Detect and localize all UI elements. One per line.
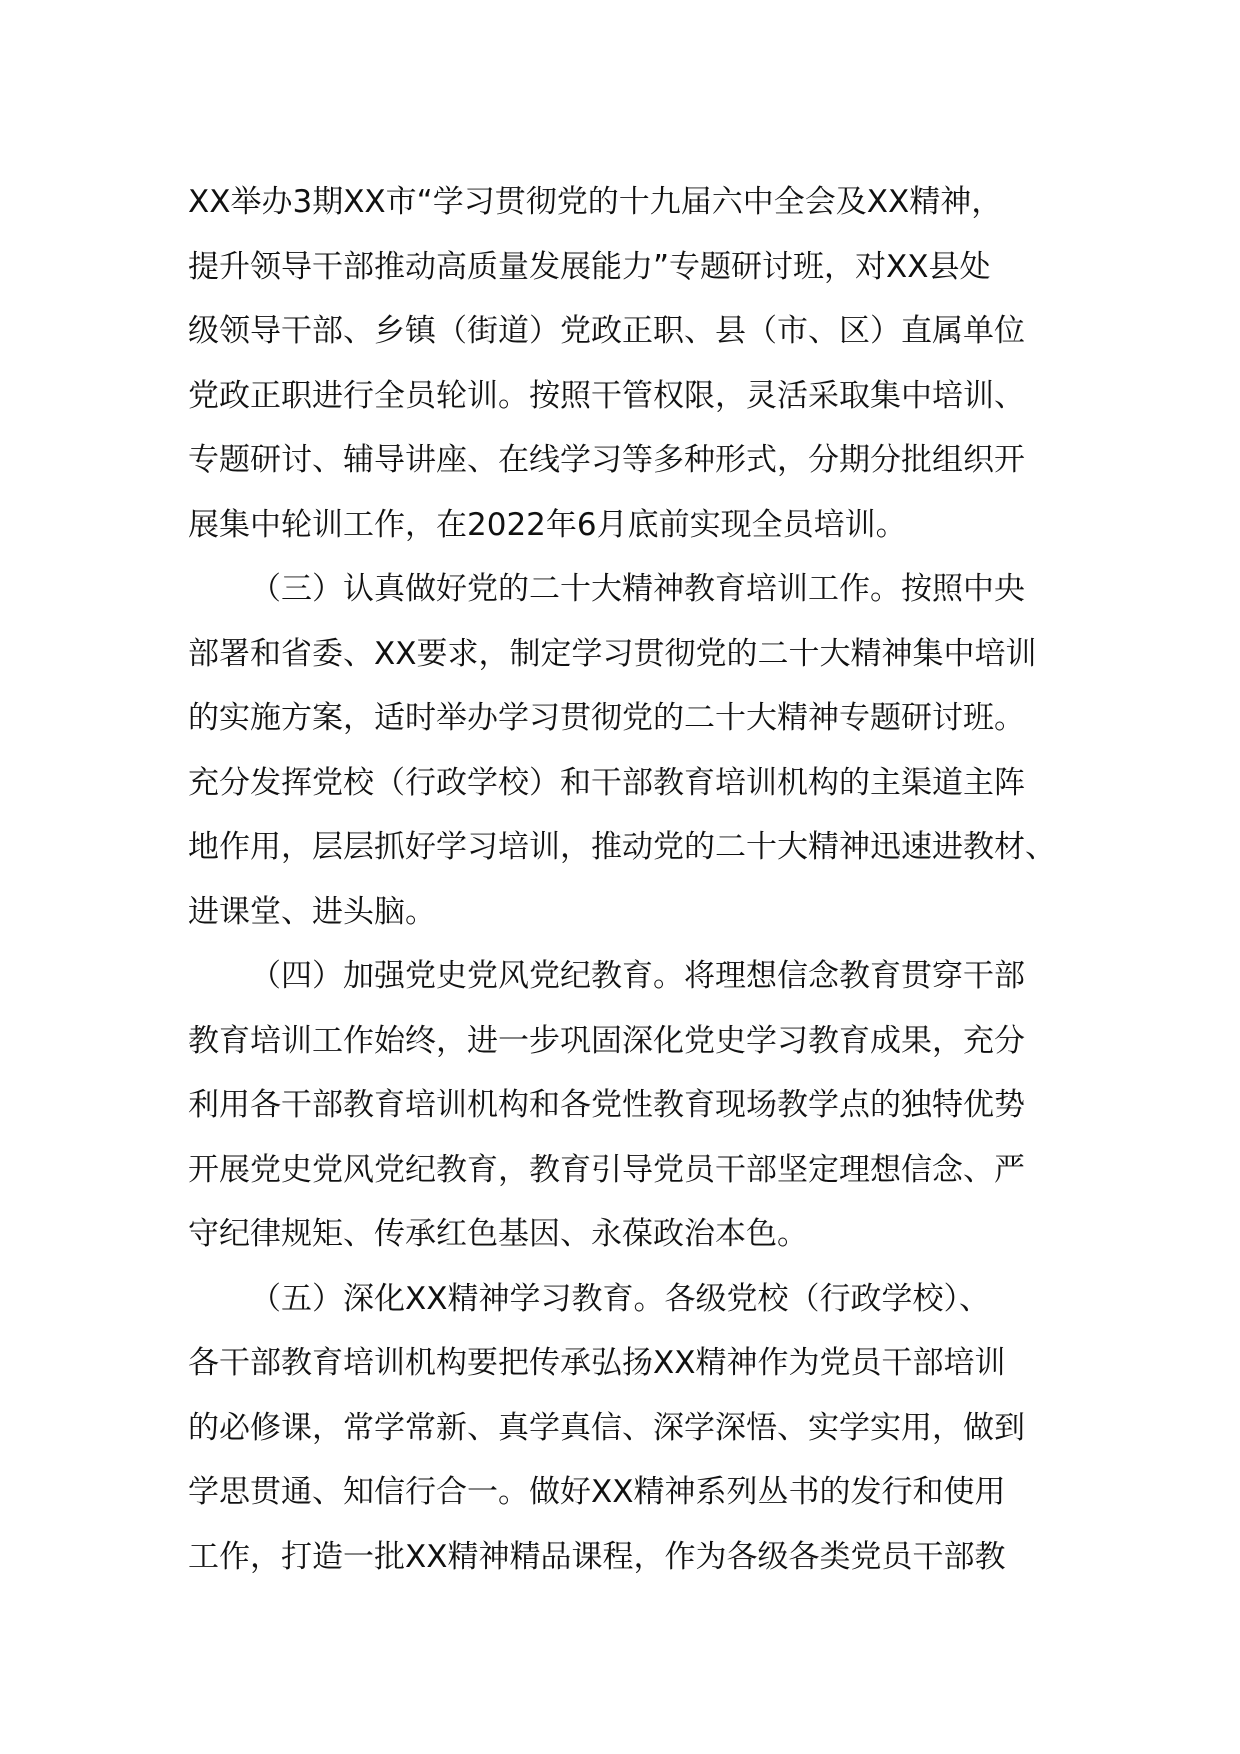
text-line: 各干部教育培训机构要把传承弘扬XX精神作为党员干部培训 (188, 1345, 1006, 1381)
document-body (188, 170, 1068, 1589)
text-line: 展集中轮训工作，在2022年6月底前实现全员培训。 (188, 506, 907, 543)
text-line: 学思贯通、知信行合一。做好XX精神系列丛书的发行和使用 (188, 1474, 1006, 1510)
text-line: 的实施方案，适时举办学习贯彻党的二十大精神专题研讨班。 (188, 700, 1025, 736)
text-line: （四）加强党史党风党纪教育。将理想信念教育贯穿干部 (250, 958, 1025, 994)
text-line: 级领导干部、乡镇（街道）党政正职、县（市、区）直属单位 (188, 313, 1025, 349)
text-line: 工作，打造一批XX精神精品课程，作为各级各类党员干部教 (188, 1538, 1006, 1575)
text-line: 专题研讨、辅导讲座、在线学习等多种形式，分期分批组织开 (188, 442, 1025, 478)
text-line: 教育培训工作始终，进一步巩固深化党史学习教育成果，充分 (188, 1022, 1025, 1059)
text-line: 党政正职进行全员轮训。按照干管权限，灵活采取集中培训、 (188, 377, 1025, 414)
text-line: 提升领导干部推动高质量发展能力”专题研讨班，对XX县处 (188, 248, 991, 285)
text-line: XX举办3期XX市“学习贯彻党的十九届六中全会及XX精神， (188, 184, 1003, 220)
paragraph-section-3 (188, 557, 1068, 944)
text-line: （五）深化XX精神学习教育。各级党校（行政学校）、 (250, 1280, 990, 1317)
text-line: 地作用，层层抓好学习培训，推动党的二十大精神迅速进教材、 (188, 829, 1056, 865)
text-line: 充分发挥党校（行政学校）和干部教育培训机构的主渠道主阵 (188, 764, 1025, 801)
text-line: 进课堂、进头脑。 (188, 893, 436, 930)
text-line: （三）认真做好党的二十大精神教育培训工作。按照中央 (250, 571, 1025, 607)
paragraph-continuation (188, 170, 1068, 557)
paragraph-section-4 (188, 944, 1068, 1267)
paragraph-section-5 (188, 1267, 1068, 1590)
text-line: 开展党史党风党纪教育，教育引导党员干部坚定理想信念、严 (188, 1151, 1025, 1188)
text-line: 守纪律规矩、传承红色基因、永葆政治本色。 (188, 1216, 808, 1252)
text-line: 的必修课，常学常新、真学真信、深学深悟、实学实用，做到 (188, 1409, 1025, 1446)
text-line: 部署和省委、XX要求，制定学习贯彻党的二十大精神集中培训 (188, 635, 1037, 672)
text-line: 利用各干部教育培训机构和各党性教育现场教学点的独特优势 (188, 1087, 1025, 1123)
